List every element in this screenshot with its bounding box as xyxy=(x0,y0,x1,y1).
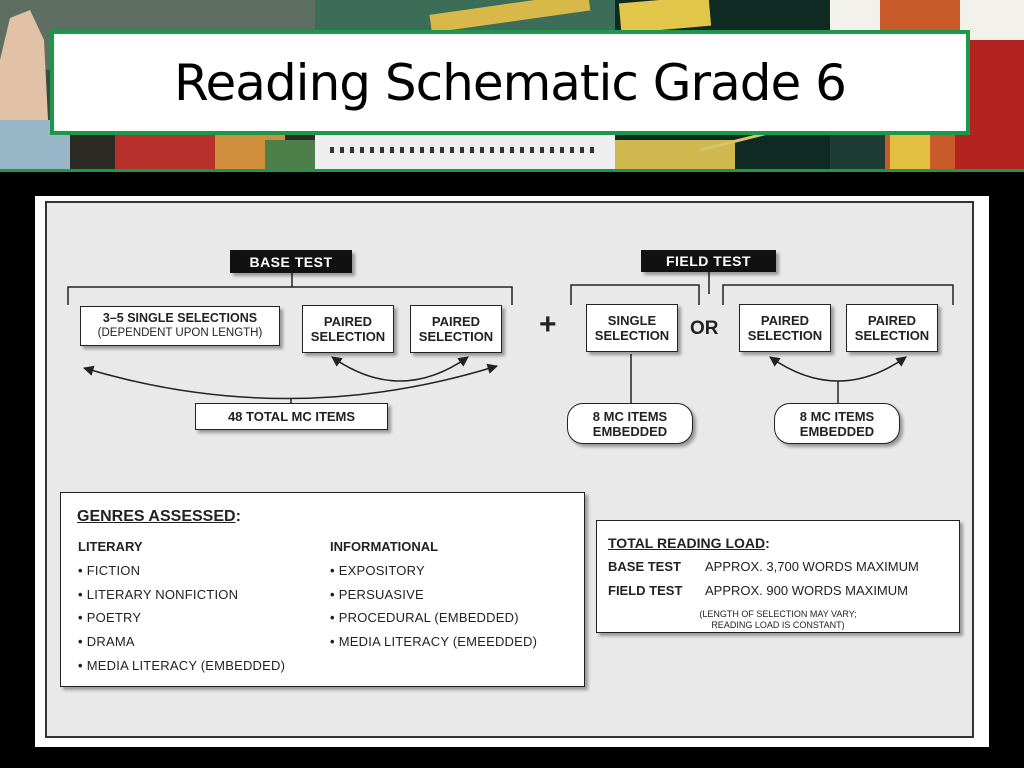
literary-item: • POETRY xyxy=(78,610,141,625)
literary-item: • LITERARY NONFICTION xyxy=(78,587,238,602)
field-single-line1: SINGLE xyxy=(607,313,657,328)
base-test-total-arc xyxy=(84,366,497,399)
field-single-line2: SELECTION xyxy=(594,328,670,343)
literary-item: • FICTION xyxy=(78,563,140,578)
literary-item: • DRAMA xyxy=(78,634,135,649)
reading-load-row-label: FIELD TEST xyxy=(608,583,683,598)
field-paired-2-line1: PAIRED xyxy=(867,313,917,328)
field-paired-arc xyxy=(770,357,906,381)
field-test-label: FIELD TEST xyxy=(641,250,776,272)
literary-heading: LITERARY xyxy=(78,539,143,554)
field-paired-1-line1: PAIRED xyxy=(760,313,810,328)
informational-heading: INFORMATIONAL xyxy=(330,539,439,554)
base-paired-selection-1 xyxy=(302,305,394,353)
field-paired-selection-1 xyxy=(739,304,831,352)
genres-assessed-box xyxy=(60,492,585,687)
base-test-label: BASE TEST xyxy=(230,250,352,273)
single-selections-line2: (DEPENDENT UPON LENGTH) xyxy=(97,327,263,339)
base-paired-2-line1: PAIRED xyxy=(431,314,481,329)
base-test-bracket xyxy=(68,287,512,305)
base-paired-1-line2: SELECTION xyxy=(310,329,386,344)
literary-item: • MEDIA LITERACY (EMBEDDED) xyxy=(78,658,285,673)
genres-title xyxy=(77,508,241,526)
base-paired-2-line2: SELECTION xyxy=(418,329,494,344)
reading-load-title xyxy=(608,535,770,551)
total-reading-load-box xyxy=(596,520,960,633)
field-single-selection xyxy=(586,304,678,352)
total-mc-items-box: 48 TOTAL MC ITEMS xyxy=(195,403,388,430)
reading-load-note-line2: READING LOAD IS CONSTANT) xyxy=(711,620,845,630)
reading-load-row-label: BASE TEST xyxy=(608,559,681,574)
informational-item: • EXPOSITORY xyxy=(330,563,425,578)
field-test-bracket-right xyxy=(723,285,953,305)
informational-item: • PROCEDURAL (EMBEDDED) xyxy=(330,610,519,625)
reading-load-note-line1: (LENGTH OF SELECTION MAY VARY; xyxy=(699,609,857,619)
reading-load-title-colon: : xyxy=(765,535,770,551)
reading-load-title-text: TOTAL READING LOAD xyxy=(608,535,766,551)
reading-load-row-value: APPROX. 900 WORDS MAXIMUM xyxy=(705,583,908,598)
slide-title: Reading Schematic Grade 6 xyxy=(174,53,846,112)
base-paired-arc xyxy=(332,357,468,381)
or-label: OR xyxy=(690,318,719,339)
embedded-right-line2: EMBEDDED xyxy=(799,423,875,439)
single-selections-box xyxy=(80,306,280,346)
field-paired-selection-2 xyxy=(846,304,938,352)
informational-item: • PERSUASIVE xyxy=(330,587,424,602)
informational-item: • MEDIA LITERACY (EMEEDDED) xyxy=(330,634,537,649)
reading-load-row-value: APPROX. 3,700 WORDS MAXIMUM xyxy=(705,559,919,574)
base-paired-selection-2 xyxy=(410,305,502,353)
field-paired-1-line2: SELECTION xyxy=(747,328,823,343)
genres-title-text: GENRES ASSESSED xyxy=(77,508,236,525)
field-paired-2-line2: SELECTION xyxy=(854,328,930,343)
embedded-left-line2: EMBEDDED xyxy=(592,423,668,439)
single-selections-line1: 3–5 SINGLE SELECTIONS xyxy=(102,311,258,325)
embedded-items-left xyxy=(567,403,693,444)
embedded-left-line1: 8 MC ITEMS xyxy=(592,408,668,424)
base-paired-1-line1: PAIRED xyxy=(323,314,373,329)
embedded-items-right xyxy=(774,403,900,444)
embedded-right-line1: 8 MC ITEMS xyxy=(799,408,875,424)
genres-title-colon: : xyxy=(235,508,241,525)
plus-symbol: + xyxy=(539,308,557,341)
field-test-bracket-left xyxy=(571,285,699,305)
